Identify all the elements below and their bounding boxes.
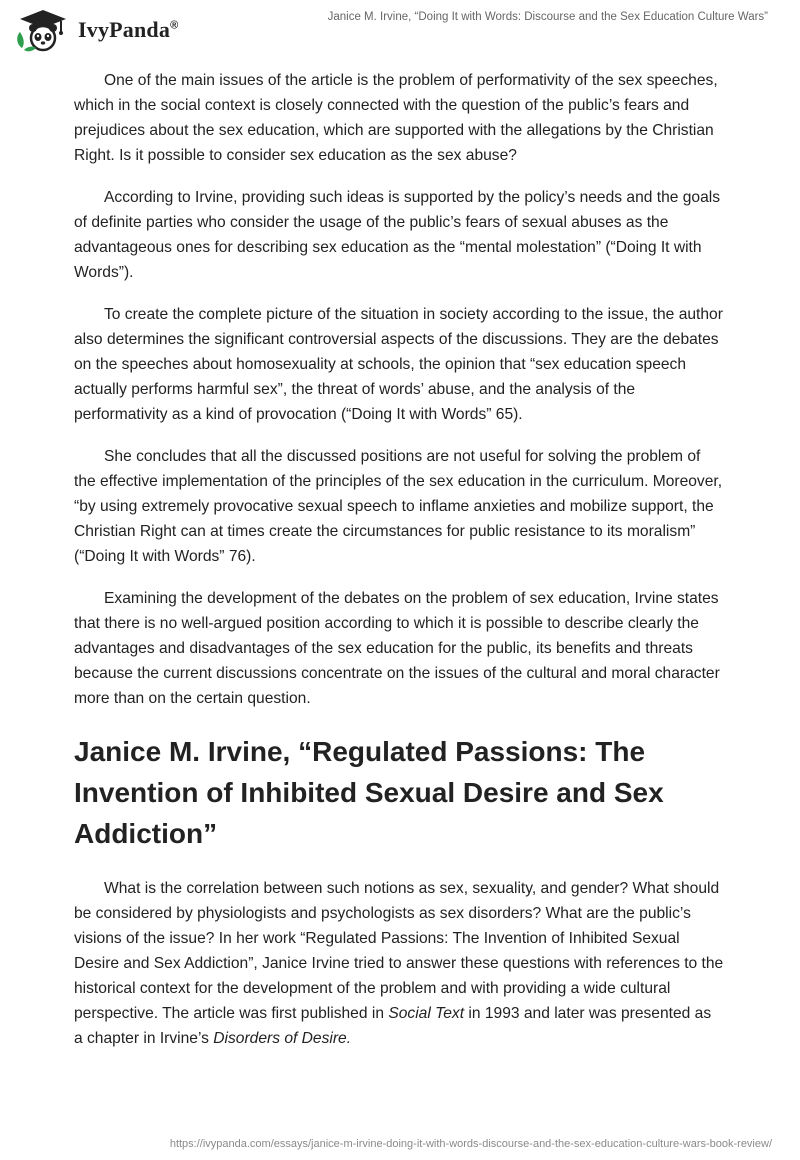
- essay-body: [74, 68, 724, 1068]
- ivypanda-logo[interactable]: [14, 8, 178, 52]
- running-title: Janice M. Irvine, “Doing It with Words: Discourse and the Sex Education Culture Wars”: [327, 11, 768, 23]
- paragraph: She concludes that all the discussed positions are not useful for solving the problem of the effective implementation of the principles of the sex education in the curriculum. Moreover, “by using extremely provocative sexual speech to inflame anxieties and mobilize support, the Christian Right can at times create the circumstances for public resistance to its moralism” (“Doing It with Words” 76).: [74, 448, 723, 565]
- paragraph: According to Irvine, providing such ideas is supported by the policy’s needs and the goals of definite parties who consider the usage of the public’s fears of sexual abuses as the advantageous ones for describing sex education as the “mental molestation” (“Doing It with Words”).: [74, 189, 721, 281]
- brand-name: IvyPanda®: [78, 17, 179, 42]
- book-title: Disorders of Desire.: [213, 1030, 352, 1047]
- paragraph: [74, 876, 724, 1051]
- paragraph-text: in 1993 and later was presented as a chapter in Irvine’s: [74, 1005, 712, 1047]
- paragraph-text: What is the correlation between such notions as sex, sexuality, and gender? What should be considered by physiologists and psychologists as sex disorders? What are the public’s visions of the issue? In her work “Regulated Passions: The Invention of Inhibited Sexual Desire and Sex Addiction”, Janice Irvine tried to answer these questions with references to the historical context for the development of the problem and with providing a wide cultural perspective. The article was first published in: [74, 880, 724, 1022]
- panda-graduate-icon: [14, 8, 72, 52]
- journal-title: Social Text: [388, 1005, 465, 1022]
- paragraph: One of the main issues of the article is the problem of performativity of the sex speeches, which in the social context is closely connected with the question of the public’s fears and prejudices about the sex education, which are supported with the allegations by the Christian Right. Is it possible to consider sex education as the sex abuse?: [74, 72, 718, 164]
- paragraph: To create the complete picture of the situation in society according to the issue, the author also determines the significant controversial aspects of the discussions. They are the debates on the speeches about homosexuality at schools, the opinion that “sex education speech actually performs harmful sex”, the threat of words’ abuse, and the analysis of the performativity as a kind of provocation (“Doing It with Words” 65).: [74, 306, 723, 423]
- paragraph: Examining the development of the debates on the problem of sex education, Irvine states that there is no well-argued position according to which it is possible to describe clearly the advantages and disadvantages of the sex education for the public, its benefits and threats because the current discussions concentrate on the issues of the cultural and moral character more than on the certain question.: [74, 590, 720, 707]
- section-heading: Janice M. Irvine, “Regulated Passions: The Invention of Inhibited Sexual Desire and Sex Addiction”: [74, 736, 664, 849]
- source-url[interactable]: https://ivypanda.com/essays/janice-m-irvine-doing-it-with-words-discourse-and-the-sex-education-culture-wars-book-review/: [169, 1138, 772, 1150]
